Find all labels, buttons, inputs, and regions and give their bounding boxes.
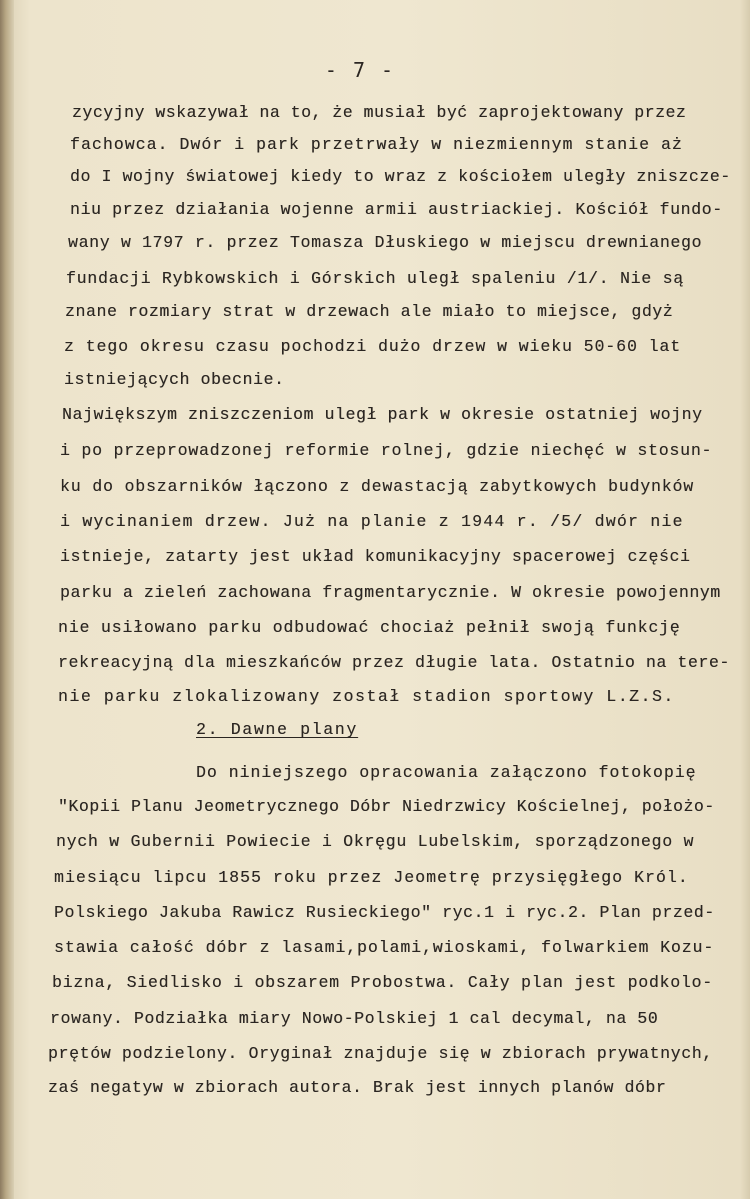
text-line: ku do obszarników łączono z dewastacją zabytkowych budynków: [60, 477, 694, 496]
text-line: istnieje, zatarty jest układ komunikacyjny spacerowej części: [60, 547, 691, 566]
text-line: wany w 1797 r. przez Tomasza Dłuskiego w miejscu drewnianego: [68, 233, 703, 252]
text-line: z tego okresu czasu pochodzi dużo drzew w wieku 50-60 lat: [64, 337, 682, 356]
text-line: Do niniejszego opracowania załączono fotokopię: [196, 763, 697, 782]
text-line: stawia całość dóbr z lasami,polami,wioskami, folwarkiem Kozu-: [54, 938, 715, 957]
text-line: nie usiłowano parku odbudować chociaż pełnił swoją funkcję: [58, 618, 681, 637]
text-line: Polskiego Jakuba Rawicz Rusieckiego" ryc.1 i ryc.2. Plan przed-: [54, 903, 715, 922]
text-line: parku a zieleń zachowana fragmentarycznie. W okresie powojennym: [60, 583, 721, 602]
section-heading: 2. Dawne plany: [196, 720, 358, 739]
text-line: i wycinaniem drzew. Już na planie z 1944 r. /5/ dwór nie: [60, 512, 684, 531]
text-line: do I wojny światowej kiedy to wraz z kościołem uległy zniszcze-: [70, 167, 731, 186]
text-line: rowany. Podziałka miary Nowo-Polskiej 1 cal decymal, na 50: [50, 1009, 659, 1028]
text-line: istniejących obecnie.: [64, 370, 285, 389]
text-line: nie parku zlokalizowany został stadion sportowy L.Z.S.: [58, 687, 675, 706]
text-line: nych w Gubernii Powiecie i Okręgu Lubelskim, sporządzonego w: [56, 832, 695, 851]
text-line: "Kopii Planu Jeometrycznego Dóbr Niedrzwicy Kościelnej, położo-: [58, 797, 715, 816]
text-line: Największym zniszczeniom uległ park w okresie ostatniej wojny: [62, 405, 703, 424]
text-line: i po przeprowadzonej reformie rolnej, gdzie niechęć w stosun-: [60, 441, 713, 460]
text-line: fachowca. Dwór i park przetrwały w niezmiennym stanie aż: [70, 135, 683, 154]
text-line: bizna, Siedlisko i obszarem Probostwa. Cały plan jest podkolo-: [52, 973, 713, 992]
text-line: zycyjny wskazywał na to, że musiał być zaprojektowany przez: [72, 103, 687, 122]
text-line: miesiącu lipcu 1855 roku przez Jeometrę przysięgłego Król.: [54, 868, 689, 887]
text-line: zaś negatyw w zbiorach autora. Brak jest innych planów dóbr: [48, 1078, 667, 1097]
text-line: znane rozmiary strat w drzewach ale miało to miejsce, gdyż: [65, 302, 674, 321]
page-number: - 7 -: [324, 58, 396, 82]
text-line: prętów podzielony. Oryginał znajduje się w zbiorach prywatnych,: [48, 1044, 713, 1063]
text-line: fundacji Rybkowskich i Górskich uległ spaleniu /1/. Nie są: [66, 269, 684, 288]
text-line: niu przez działania wojenne armii austriackiej. Kościół fundo-: [70, 200, 723, 219]
text-line: rekreacyjną dla mieszkańców przez długie lata. Ostatnio na tere-: [58, 653, 730, 672]
